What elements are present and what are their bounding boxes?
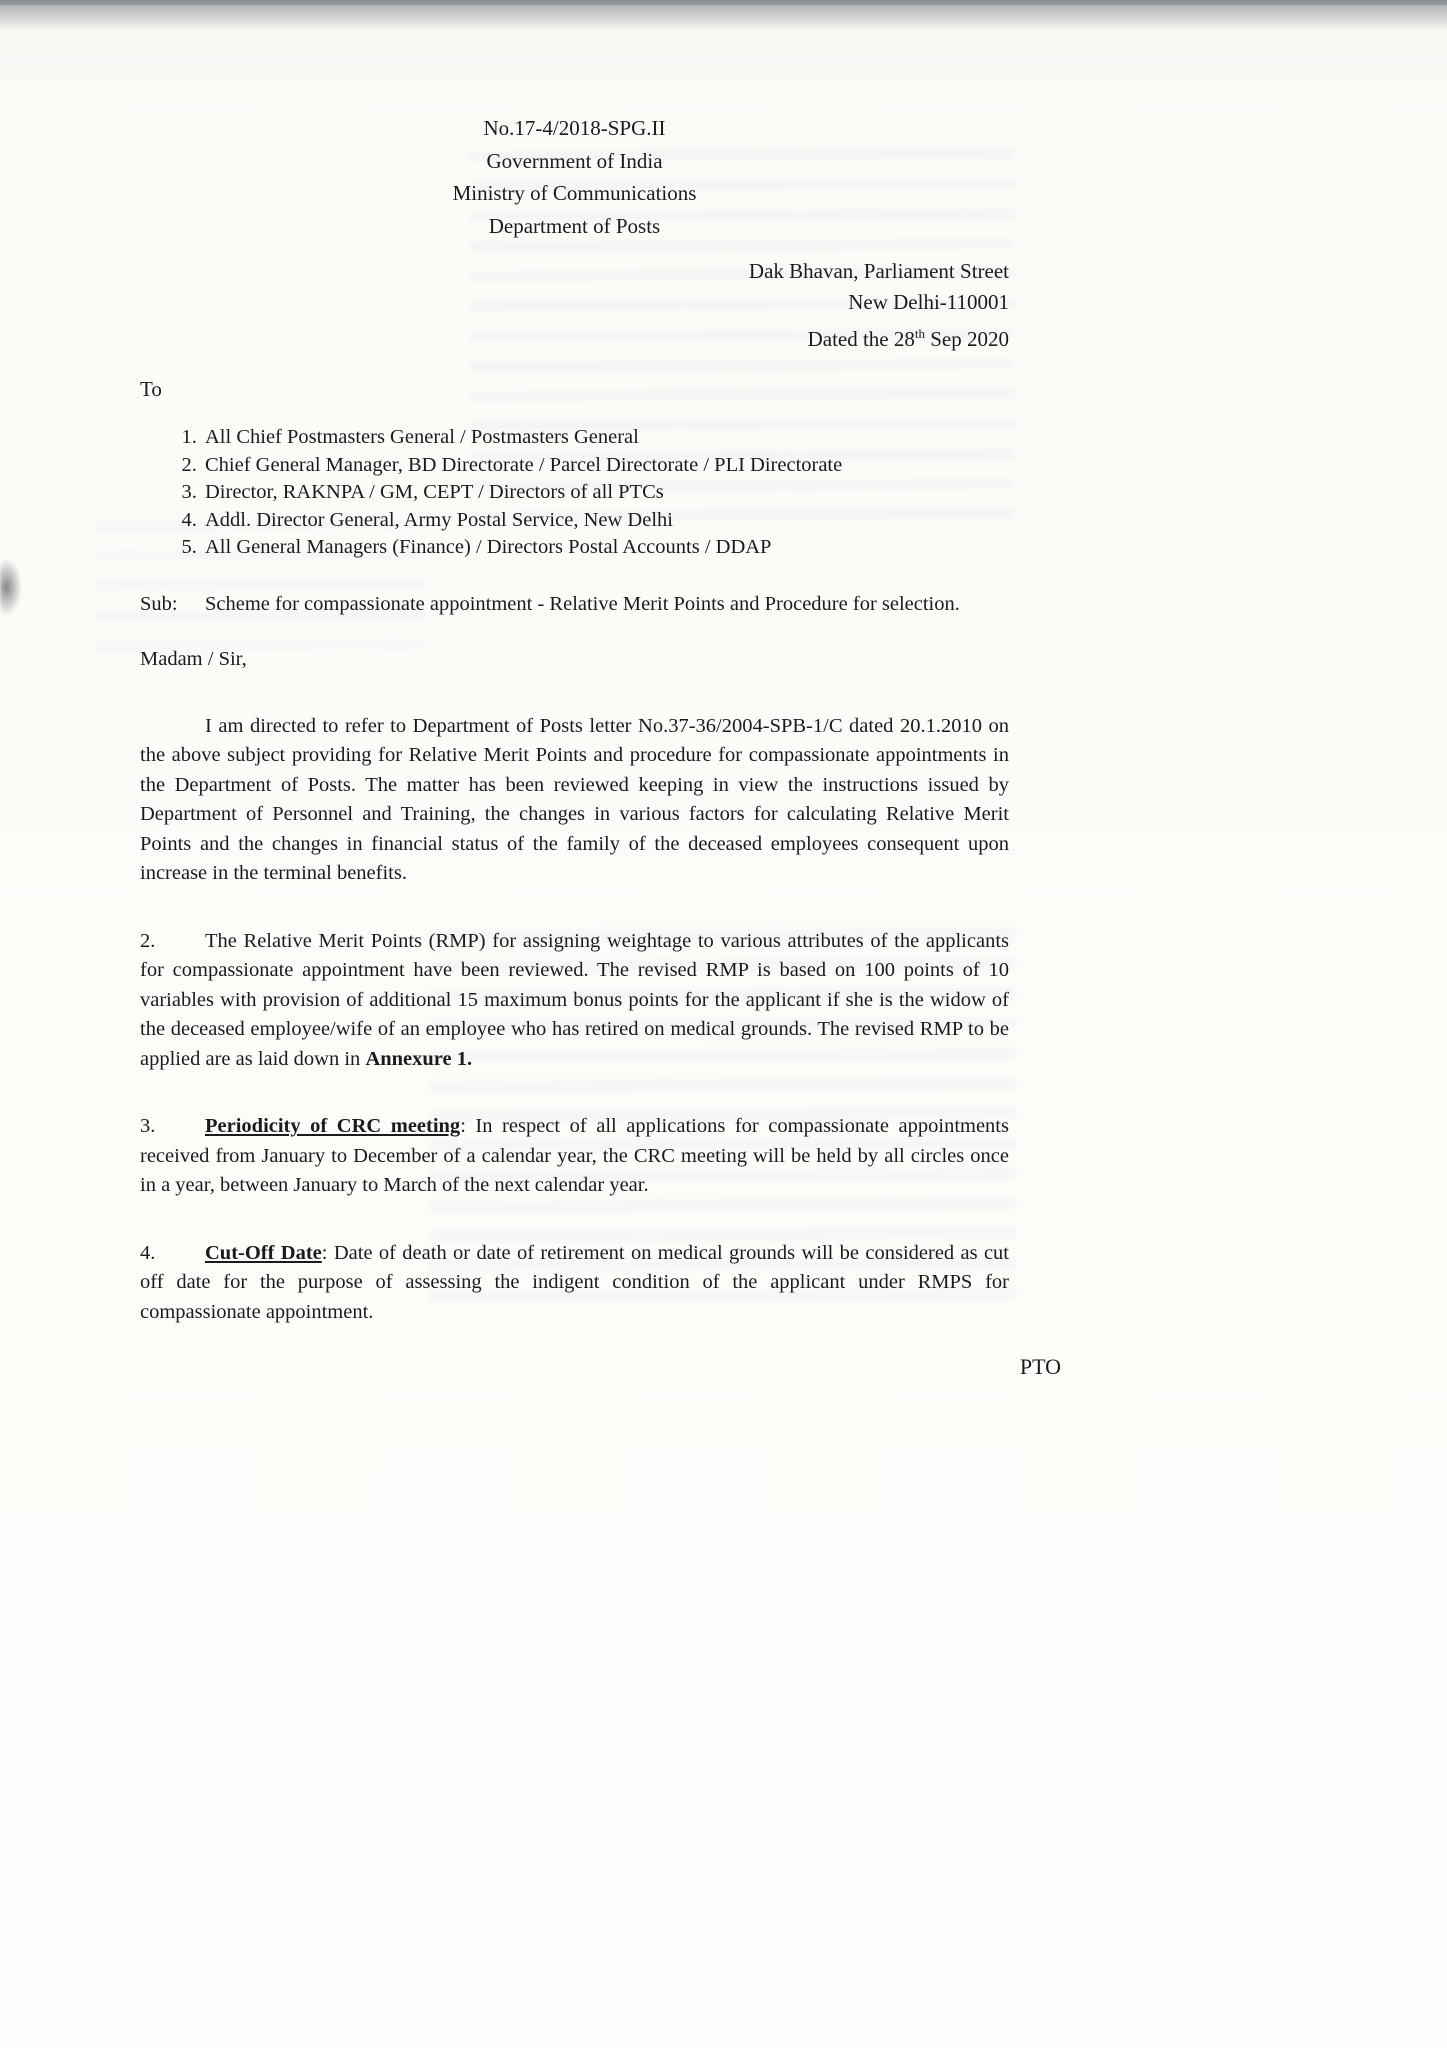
paragraph-3-text: : In respect of all applications for compassionate appointments received from January to December of a calendar year, the CRC meeting will be held by all circles once in a year, between January to March of the next calendar year. [140, 1115, 1009, 1196]
subject-row [140, 590, 1009, 619]
paragraph-4-text: : Date of death or date of retirement on medical grounds will be considered as cut off date for the purpose of assessing the indigent condition of the applicant under RMPS for compassionate appointment. [140, 1241, 1009, 1323]
recipients-list [140, 424, 1009, 562]
paragraph-number: 2. [140, 929, 156, 952]
recipient-item: 2. Chief General Manager, BD Directorate / Parcel Directorate / PLI Directorate [202, 452, 1009, 480]
paragraph-2 [140, 927, 1009, 1075]
paragraph-4 [140, 1239, 1009, 1328]
subject-label: Sub: [140, 592, 178, 615]
pto-note: PTO [1019, 1354, 1061, 1379]
recipient-item: 5. All General Managers (Finance) / Directors Postal Accounts / DDAP [202, 534, 1009, 562]
address-line-street: Dak Bhavan, Parliament Street [748, 259, 1009, 283]
section-heading-periodicity: Periodicity of CRC meeting [205, 1115, 461, 1137]
paragraph-2-text: The Relative Merit Points (RMP) for assigning weightage to various attributes of the applicants for compassionate appointment have been reviewed. The revised RMP is based on 100 points of 10 variables with provision of additional 15 maximum bonus points for the applicant if she is the widow of the deceased employee/wife of an employee who has retired on medical grounds. The revised RMP to be applied are as laid down in [140, 929, 1009, 1070]
paragraph-number: 4. [140, 1241, 156, 1264]
date-prefix: Dated the 28 [807, 327, 915, 351]
section-heading-cutoff: Cut-Off Date [205, 1241, 322, 1264]
address-line-city: New Delhi-110001 [848, 290, 1009, 314]
date-suffix: Sep 2020 [925, 327, 1009, 351]
annexure-reference: Annexure 1. [365, 1047, 473, 1070]
date-line [140, 318, 1009, 355]
paragraph-number: 3. [140, 1115, 156, 1137]
recipient-item: 1. All Chief Postmasters General / Postmasters General [202, 424, 1009, 452]
letterhead [140, 112, 1009, 242]
to-label: To [140, 377, 162, 401]
date-ordinal: th [914, 326, 925, 341]
recipient-item: 4. Addl. Director General, Army Postal Service, New Delhi [202, 507, 1009, 535]
paragraph-1: I am directed to refer to Department of Posts letter No.37-36/2004-SPB-1/C dated 20.1.2010 on the above subject providing for Relative Merit Points and procedure for compassionate appointments in the Department of Posts. The matter has been reviewed keeping in view the instructions issued by Department of Personnel and Training, the changes in various factors for calculating Relative Merit Points and the changes in financial status of the family of the deceased employees consequent upon increase in the terminal benefits. [140, 714, 1009, 884]
sender-address-block [140, 256, 1009, 355]
org-line-department: Department of Posts [488, 213, 661, 238]
org-line-government: Government of India [486, 148, 663, 173]
subject-text: Scheme for compassionate appointment - Relative Merit Points and Procedure for selection. [205, 592, 960, 615]
reference-number: No.17-4/2018-SPG.II [483, 116, 666, 140]
recipient-item: 3. Director, RAKNPA / GM, CEPT / Directors of all PTCs [202, 479, 1009, 507]
paragraph-3 [140, 1112, 1009, 1201]
org-line-ministry: Ministry of Communications [452, 181, 697, 205]
salutation: Madam / Sir, [140, 647, 247, 670]
